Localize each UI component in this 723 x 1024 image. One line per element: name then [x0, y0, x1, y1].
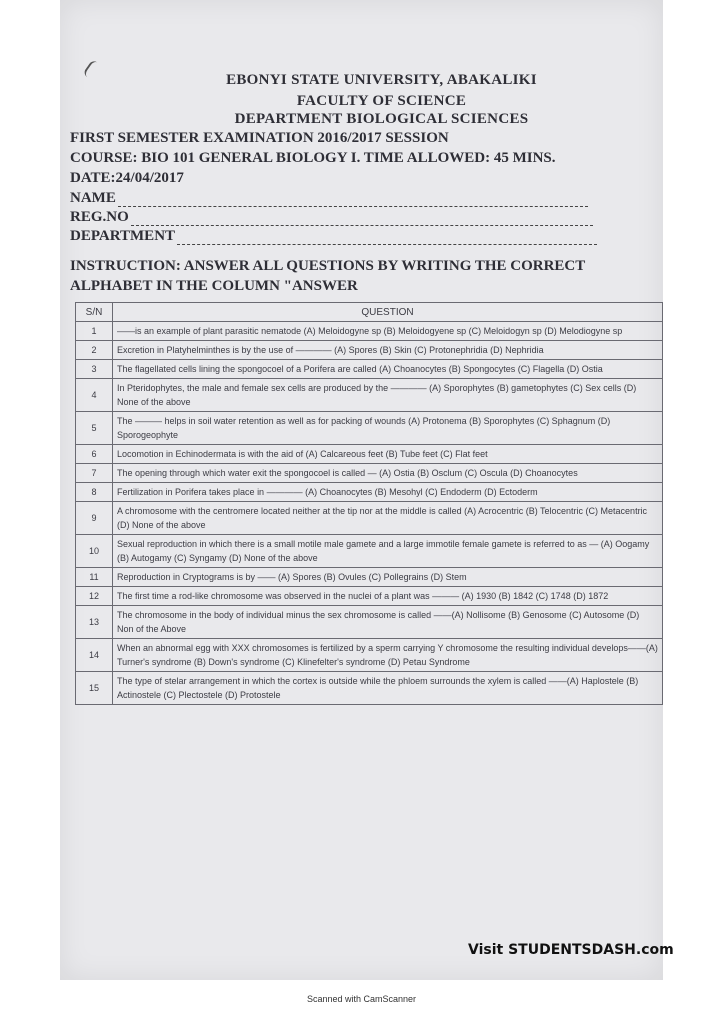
question-number: 4	[76, 379, 113, 412]
table-row	[76, 535, 663, 568]
department-field	[70, 228, 597, 245]
department-label: DEPARTMENT	[70, 228, 176, 244]
table-row	[76, 322, 663, 341]
question-text: Reproduction in Cryptograms is by —— (A) Spores (B) Ovules (C) Pollegrains (D) Stem	[113, 568, 663, 587]
question-text: When an abnormal egg with XXX chromosomes is fertilized by a sperm carrying Y chromosome the resulting individual develops——(A) Turner's syndrome (B) Down's syndrome (C) Klinefelter's syndrome (D) Petau Syndrome	[113, 639, 663, 672]
table-row	[76, 483, 663, 502]
table-row	[76, 412, 663, 445]
question-number: 2	[76, 341, 113, 360]
question-number: 7	[76, 464, 113, 483]
faculty-title: FACULTY OF SCIENCE	[296, 93, 467, 109]
scanner-credit: Scanned with CamScanner	[306, 994, 417, 1004]
table-row	[76, 464, 663, 483]
question-text: The opening through which water exit the spongocoel is called — (A) Ostia (B) Osclum (C) Oscula (D) Choanocytes	[113, 464, 663, 483]
name-field	[70, 190, 588, 207]
table-row	[76, 672, 663, 705]
regno-field	[70, 209, 593, 226]
name-blank-line	[118, 196, 588, 207]
question-number: 6	[76, 445, 113, 464]
question-text: Fertilization in Porifera takes place in ———— (A) Choanocytes (B) Mesohyl (C) Endoderm (D) Ectoderm	[113, 483, 663, 502]
exam-date: DATE:24/04/2017	[70, 170, 184, 186]
table-row	[76, 360, 663, 379]
table-row	[76, 568, 663, 587]
department-blank-line	[177, 234, 597, 245]
department-title: DEPARTMENT BIOLOGICAL SCIENCES	[234, 111, 529, 127]
question-text: Locomotion in Echinodermata is with the aid of (A) Calcareous feet (B) Tube feet (C) Flat feet	[113, 445, 663, 464]
table-header-row	[76, 303, 663, 322]
regno-label: REG.NO	[70, 209, 129, 225]
table-row	[76, 445, 663, 464]
question-text: The chromosome in the body of individual minus the sex chromosome is called ——(A) Nollisome (B) Genosome (C) Autosome (D) Non of the Above	[113, 606, 663, 639]
instruction-text: INSTRUCTION: ANSWER ALL QUESTIONS BY WRITING THE CORRECT ALPHABET IN THE COLUMN "ANSWER	[70, 258, 586, 294]
question-text: In Pteridophytes, the male and female sex cells are produced by the ———— (A) Sporophytes (B) gametophytes (C) Sex cells (D) None of the above	[113, 379, 663, 412]
question-number: 5	[76, 412, 113, 445]
question-number: 13	[76, 606, 113, 639]
table-row	[76, 379, 663, 412]
university-title: EBONYI STATE UNIVERSITY, ABAKALIKI	[226, 72, 537, 88]
table-row	[76, 341, 663, 360]
table-row	[76, 606, 663, 639]
question-text: The ——— helps in soil water retention as well as for packing of wounds (A) Protonema (B) Sporophytes (C) Sphagnum (D) Sporogeophyte	[113, 412, 663, 445]
question-number: 8	[76, 483, 113, 502]
header-sn: S/N	[76, 303, 113, 322]
regno-blank-line	[131, 215, 593, 226]
brand-watermark: Visit STUDENTSDASH.com	[468, 942, 674, 958]
exam-session: FIRST SEMESTER EXAMINATION 2016/2017 SESSION	[70, 130, 449, 146]
question-number: 9	[76, 502, 113, 535]
question-number: 15	[76, 672, 113, 705]
question-text: The flagellated cells lining the spongocoel of a Porifera are called (A) Choanocytes (B) Spongocytes (C) Flagella (D) Ostia	[113, 360, 663, 379]
table-row	[76, 639, 663, 672]
header-question: QUESTION	[113, 303, 663, 322]
question-text: Sexual reproduction in which there is a small motile male gamete and a large immotile female gamete is referred to as — (A) Oogamy (B) Autogamy (C) Syngamy (D) None of the above	[113, 535, 663, 568]
question-number: 1	[76, 322, 113, 341]
question-text: ——is an example of plant parasitic nematode (A) Meloidogyne sp (B) Meloidogyene sp (C) Meloidogyn sp (D) Melodiogyne sp	[113, 322, 663, 341]
question-number: 10	[76, 535, 113, 568]
question-text: The type of stelar arrangement in which the cortex is outside while the phloem surrounds the xylem is called ——(A) Haplostele (B) Actinostele (C) Plectostele (D) Protostele	[113, 672, 663, 705]
question-number: 14	[76, 639, 113, 672]
question-table	[75, 302, 663, 705]
question-text: The first time a rod-like chromosome was observed in the nuclei of a plant was ——— (A) 1930 (B) 1842 (C) 1748 (D) 1872	[113, 587, 663, 606]
table-row	[76, 502, 663, 535]
course-line: COURSE: BIO 101 GENERAL BIOLOGY I. TIME ALLOWED: 45 MINS.	[70, 150, 556, 166]
question-rows	[76, 322, 663, 705]
question-text: A chromosome with the centromere located neither at the tip nor at the middle is called (A) Acrocentric (B) Telocentric (C) Metacentric (D) None of the above	[113, 502, 663, 535]
table-row	[76, 587, 663, 606]
question-number: 11	[76, 568, 113, 587]
question-text: Excretion in Platyhelminthes is by the use of ———— (A) Spores (B) Skin (C) Protonephridia (D) Nephridia	[113, 341, 663, 360]
question-number: 12	[76, 587, 113, 606]
name-label: NAME	[70, 190, 116, 206]
question-number: 3	[76, 360, 113, 379]
